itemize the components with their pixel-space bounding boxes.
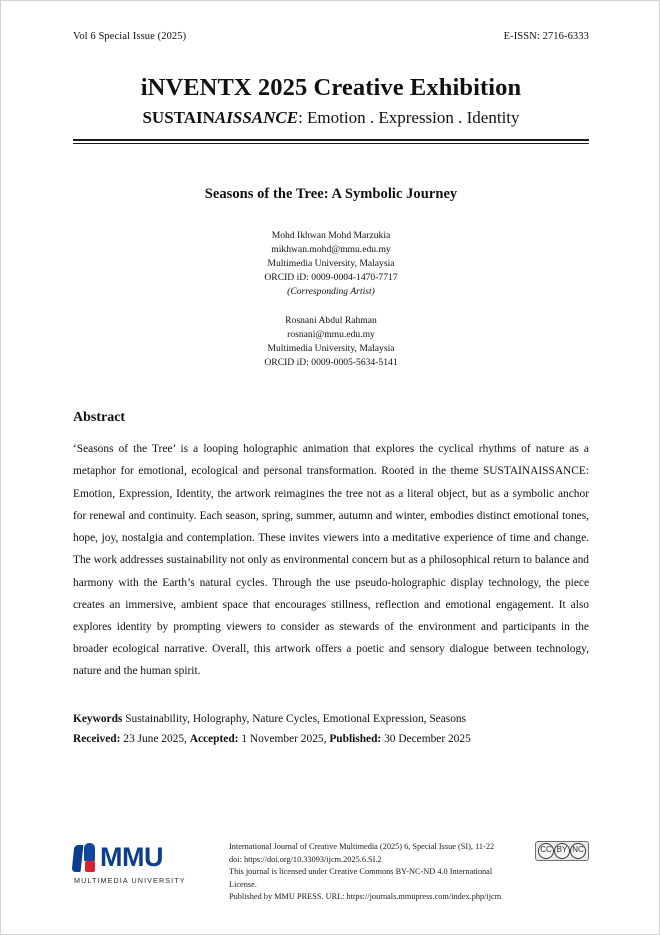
divider-thin — [73, 143, 589, 144]
cc-glyph-nc: NC — [570, 843, 586, 859]
masthead — [73, 74, 589, 144]
mmu-logo-tagline: MULTIMEDIA UNIVERSITY — [74, 876, 186, 885]
page-content — [73, 31, 589, 750]
mmu-logo — [73, 837, 215, 885]
subtitle-part-italic: AISSANCE — [214, 108, 299, 128]
cc-license-icon[interactable] — [535, 841, 589, 861]
mmu-logo-wordmark: MMU — [100, 842, 163, 872]
masthead-divider — [73, 139, 589, 144]
article-title: Seasons of the Tree: A Symbolic Journey — [204, 185, 458, 202]
exhibition-subtitle — [73, 108, 589, 128]
footer-doi-line[interactable]: doi: https://doi.org/10.33093/ijcm.2025.6.SI.2 — [229, 854, 382, 864]
accepted-value: 1 November 2025, — [241, 733, 327, 746]
author-entry — [73, 314, 589, 370]
author-affiliation: Multimedia University, Malaysia — [267, 257, 395, 269]
received-label: Received: — [73, 733, 121, 746]
divider-thick — [73, 139, 589, 141]
abstract-heading: Abstract — [73, 410, 126, 426]
author-affiliation: Multimedia University, Malaysia — [267, 343, 395, 355]
received-value: 23 June 2025, — [123, 733, 187, 746]
keywords-label: Keywords — [73, 712, 123, 725]
creative-commons-badge[interactable] — [535, 837, 589, 861]
mmu-mark-icon — [73, 843, 96, 872]
mmu-logo-lockup — [73, 843, 215, 872]
subtitle-part-rest: : Emotion . Expression . Identity — [298, 108, 520, 128]
footer-license-line: This journal is licensed under Creative Commons BY-NC-ND 4.0 International License. — [229, 867, 493, 889]
volume-issue-label: Vol 6 Special Issue (2025) — [73, 31, 187, 42]
author-name: Mohd Ikhwan Mohd Marzukia — [271, 229, 391, 241]
footer-citation-line: International Journal of Creative Multimedia (2025) 6, Special Issue (SI), 11-22 — [229, 842, 495, 851]
keywords-value: Sustainability, Holography, Nature Cycles, Emotional Expression, Seasons — [125, 712, 467, 725]
author-orcid[interactable]: ORCID iD: 0009-0004-1470-7717 — [264, 271, 398, 283]
cc-glyph-cc: CC — [538, 843, 554, 859]
page-footer — [73, 837, 589, 904]
published-value: 30 December 2025 — [384, 733, 471, 746]
author-entry — [73, 229, 589, 299]
running-head — [73, 31, 589, 42]
cc-glyph-by: BY — [554, 843, 570, 859]
corresponding-author-note: (Corresponding Artist) — [287, 285, 375, 297]
author-name: Rosnani Abdul Rahman — [285, 315, 377, 327]
publication-dates — [73, 729, 589, 750]
footer-publisher-line[interactable]: Published by MMU PRESS. URL: https://journals.mmupress.com/index.php/ijcm — [229, 892, 502, 902]
exhibition-title: iNVENTX 2025 Creative Exhibition — [140, 74, 522, 101]
published-label: Published: — [329, 733, 382, 746]
author-email[interactable]: rosnani@mmu.edu.my — [287, 329, 375, 341]
abstract-body: ‘Seasons of the Tree’ is a looping holographic animation that explores the cyclical rhythms of nature as a metaphor for emotional, ecological and personal transformation. Rooted in the theme SUSTAINAISSANCE: Emotion, Expression, Identity, the artwork reimagines the tree not as a literal object, but as a symbolic anchor for renewal and continuity. Each season, spring, summer, autumn and winter, embodies distinct emotional tones, hope, joy, nostalgia and contemplation. These invites viewers into a meditative experience of time and change. The work addresses sustainability not only as environmental concern but as a philosophical return to balance and harmony with the Earth’s natural cycles. Through the use pseudo-holographic display technology, the piece creates an immersive, ambient space that encourages stillness, reflection and emotional engagement. It also explores identity by prompting viewers to consider as stewards of the environment and participants in the broader ecological narrative. Overall, this artwork offers a poetic and sensory dialogue between technology, nature and the human spirit. — [73, 443, 589, 678]
keywords-line — [73, 709, 589, 730]
author-email[interactable]: mikhwan.mohd@mmu.edu.my — [271, 243, 391, 255]
author-orcid[interactable]: ORCID iD: 0009-0005-5634-5141 — [264, 357, 398, 369]
eissn-label: E-ISSN: 2716-6333 — [503, 31, 589, 42]
accepted-label: Accepted: — [189, 733, 239, 746]
author-list — [73, 229, 589, 370]
footer-citation — [229, 837, 521, 904]
subtitle-part-bold: SUSTAIN — [142, 108, 215, 128]
